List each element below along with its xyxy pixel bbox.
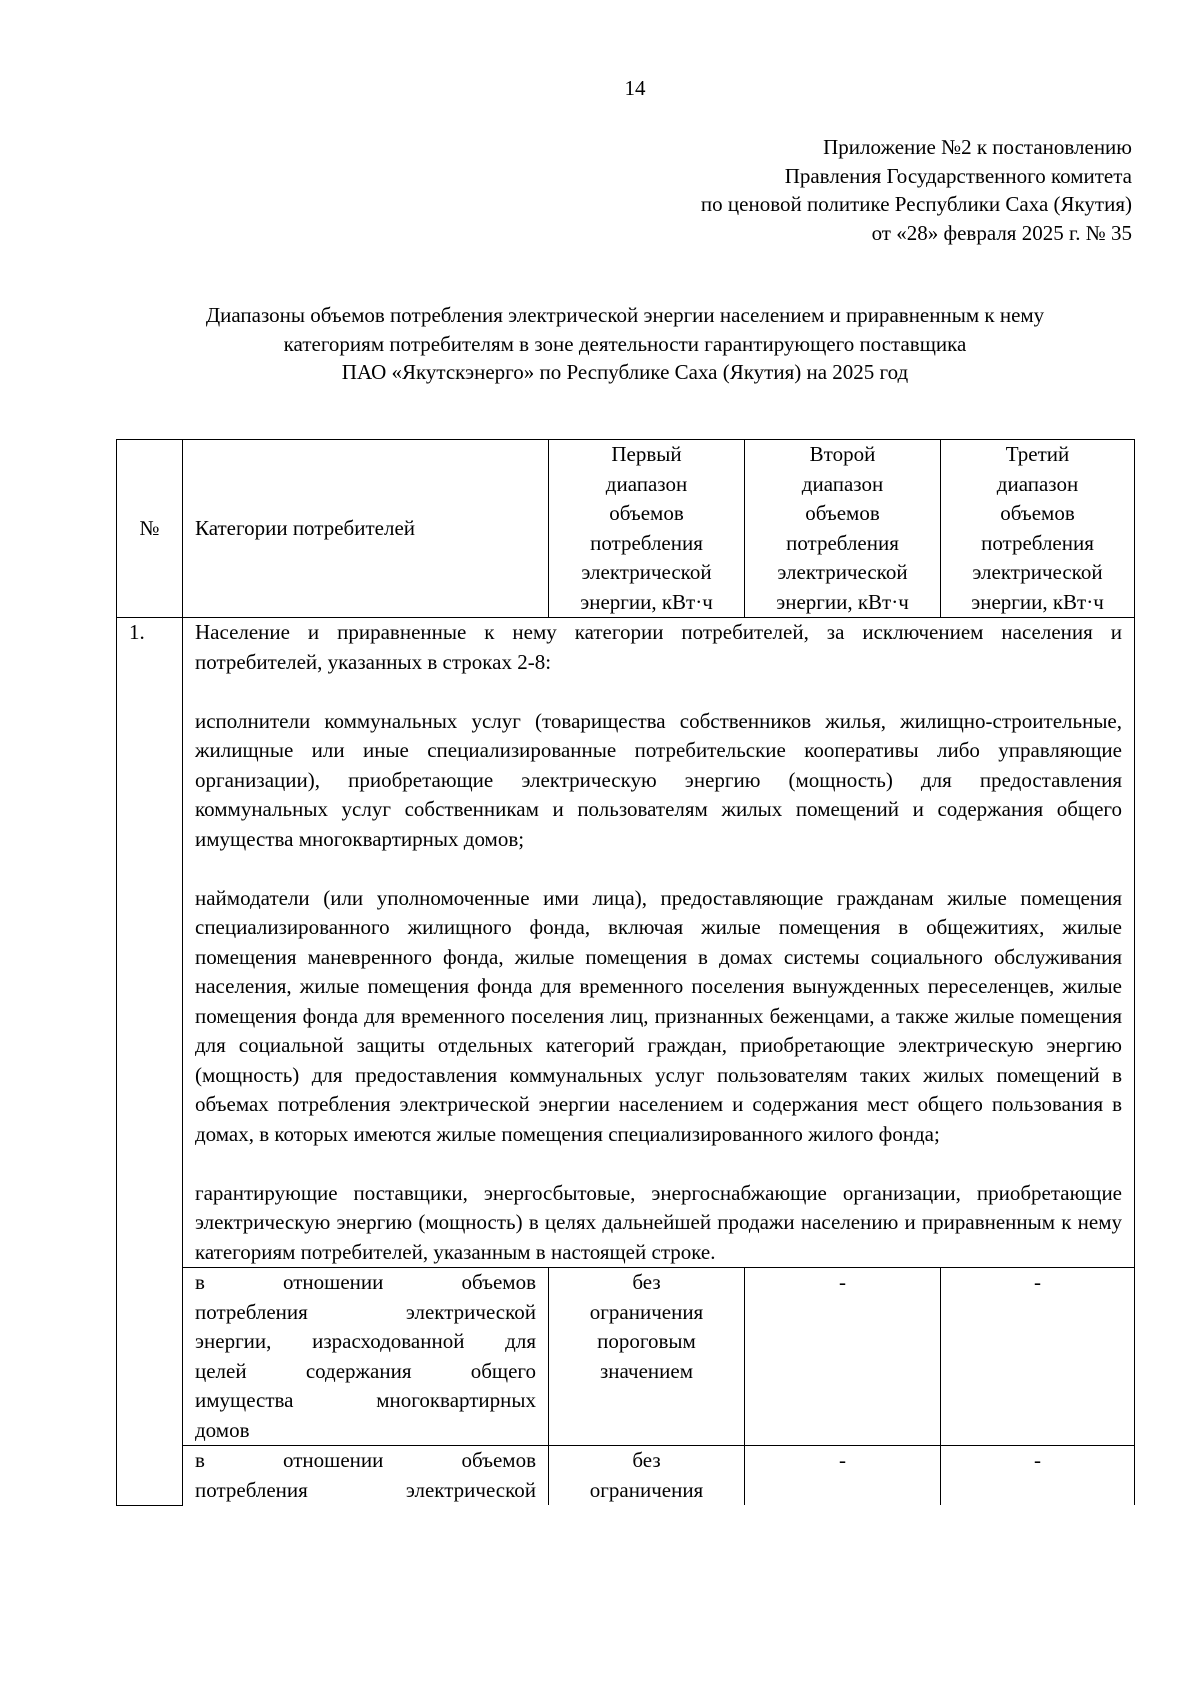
text-line: значением (600, 1358, 693, 1383)
appendix-line: по ценовой политике Республики Саха (Якутия) (700, 192, 1132, 216)
header-line: потребления (981, 530, 1094, 555)
header-line: потребления (786, 530, 899, 555)
title-line: ПАО «Якутскэнерго» по Республике Саха (Якутия) на 2025 год (341, 360, 909, 384)
consumption-ranges-table (116, 439, 1135, 1506)
text-line: потребления электрической (195, 1477, 536, 1502)
title-line: категориям потребителям в зоне деятельности гарантирующего поставщика (283, 331, 967, 356)
title-line: Диапазоны объемов потребления электрической энергии населением и приравненным к нему (205, 303, 1045, 327)
header-line: Третий (1005, 442, 1070, 466)
header-line: объемов (1000, 501, 1075, 525)
appendix-line: от «28» февраля 2025 г. № 35 (871, 220, 1132, 245)
description-paragraph: Население и приравненные к нему категории потребителей, за исключением населения и потребителей, указанных в строках 2-8: (195, 620, 1122, 674)
table-row (117, 1446, 1135, 1506)
appendix-line: Правления Государственного комитета (784, 163, 1132, 188)
text-line: домов (195, 1417, 250, 1442)
row-number: 1. (117, 618, 183, 1506)
text-line: пороговым (597, 1329, 696, 1353)
document-title (100, 301, 1150, 387)
header-line: энергии, кВт·ч (776, 589, 909, 614)
sub-category (183, 1446, 549, 1506)
text-line: ограничения (589, 1299, 704, 1324)
page-number: 14 (624, 76, 646, 100)
appendix-reference (701, 133, 1132, 247)
header-range-2 (745, 440, 941, 618)
header-line: диапазон (996, 471, 1079, 496)
row-description (183, 618, 1135, 1268)
header-line: электрической (972, 560, 1103, 584)
description-paragraph: исполнители коммунальных услуг (товарищества собственников жилья, жилищно-строительные, жилищные или иные специализированные потребительские кооперативы либо управляющие организации), приобретающие электрическую энергию (мощность) для предоставления коммунальных услуг собственникам и пользователям жилых помещений и содержания общего имущества многоквартирных домов; (195, 708, 1122, 851)
range-3-value: - (941, 1446, 1135, 1506)
range-2-value: - (745, 1268, 941, 1446)
header-line: Первый (611, 442, 682, 466)
text-line: в отношении объемов (195, 1270, 536, 1294)
header-line: диапазон (605, 471, 688, 496)
text-line: целей содержания общего (195, 1358, 536, 1383)
text-line: имущества многоквартирных (195, 1388, 536, 1412)
description-paragraph: наймодатели (или уполномоченные ими лица), предоставляющие гражданам жилые помещения специализированного жилищного фонда, включая жилые помещения в общежитиях, жилые помещения маневренного фонда, жилые помещения в домах системы социального обслуживания населения, жилые помещения фонда для временного поселения вынужденных переселенцев, жилые помещения фонда для временного поселения лиц, признанных беженцами, а также жилые помещения для социальной защиты отдельных категорий граждан, приобретающие электрическую энергию (мощность) для предоставления коммунальных услуг пользователям таких жилых помещений в объемах потребления электрической энергии населением и содержания мест общего пользования в домах, в которых имеются жилые помещения специализированного жилого фонда; (195, 885, 1122, 1146)
header-range-3 (941, 440, 1135, 618)
text-line: энергии, израсходованной для (195, 1329, 536, 1353)
appendix-line: Приложение №2 к постановлению (823, 135, 1132, 159)
table-row (117, 618, 1135, 1268)
header-category: Категории потребителей (183, 440, 549, 618)
header-range-1 (549, 440, 745, 618)
text-line: потребления электрической (195, 1299, 536, 1324)
header-line: Второй (809, 442, 876, 466)
header-row (117, 440, 1135, 618)
header-line: электрической (581, 560, 712, 584)
header-line: энергии, кВт·ч (580, 589, 713, 614)
sub-category (183, 1268, 549, 1446)
header-line: объемов (805, 501, 880, 525)
header-line: диапазон (801, 471, 884, 496)
range-3-value: - (941, 1268, 1135, 1446)
header-number: № (117, 440, 183, 618)
range-1-value (549, 1446, 745, 1506)
range-1-value (549, 1268, 745, 1446)
range-2-value: - (745, 1446, 941, 1506)
table-row (117, 1268, 1135, 1446)
text-line: без (632, 1448, 661, 1472)
header-line: объемов (609, 501, 684, 525)
header-line: потребления (590, 530, 703, 555)
header-line: электрической (777, 560, 908, 584)
header-line: энергии, кВт·ч (971, 589, 1104, 614)
text-line: в отношении объемов (195, 1448, 536, 1472)
text-line: ограничения (589, 1477, 704, 1502)
description-paragraph: гарантирующие поставщики, энергосбытовые, энергоснабжающие организации, приобретающие электрическую энергию (мощность) в целях дальнейшей продажи населению и приравненным к нему категориям потребителей, указанным в настоящей строке. (195, 1180, 1122, 1264)
text-line: без (632, 1270, 661, 1294)
